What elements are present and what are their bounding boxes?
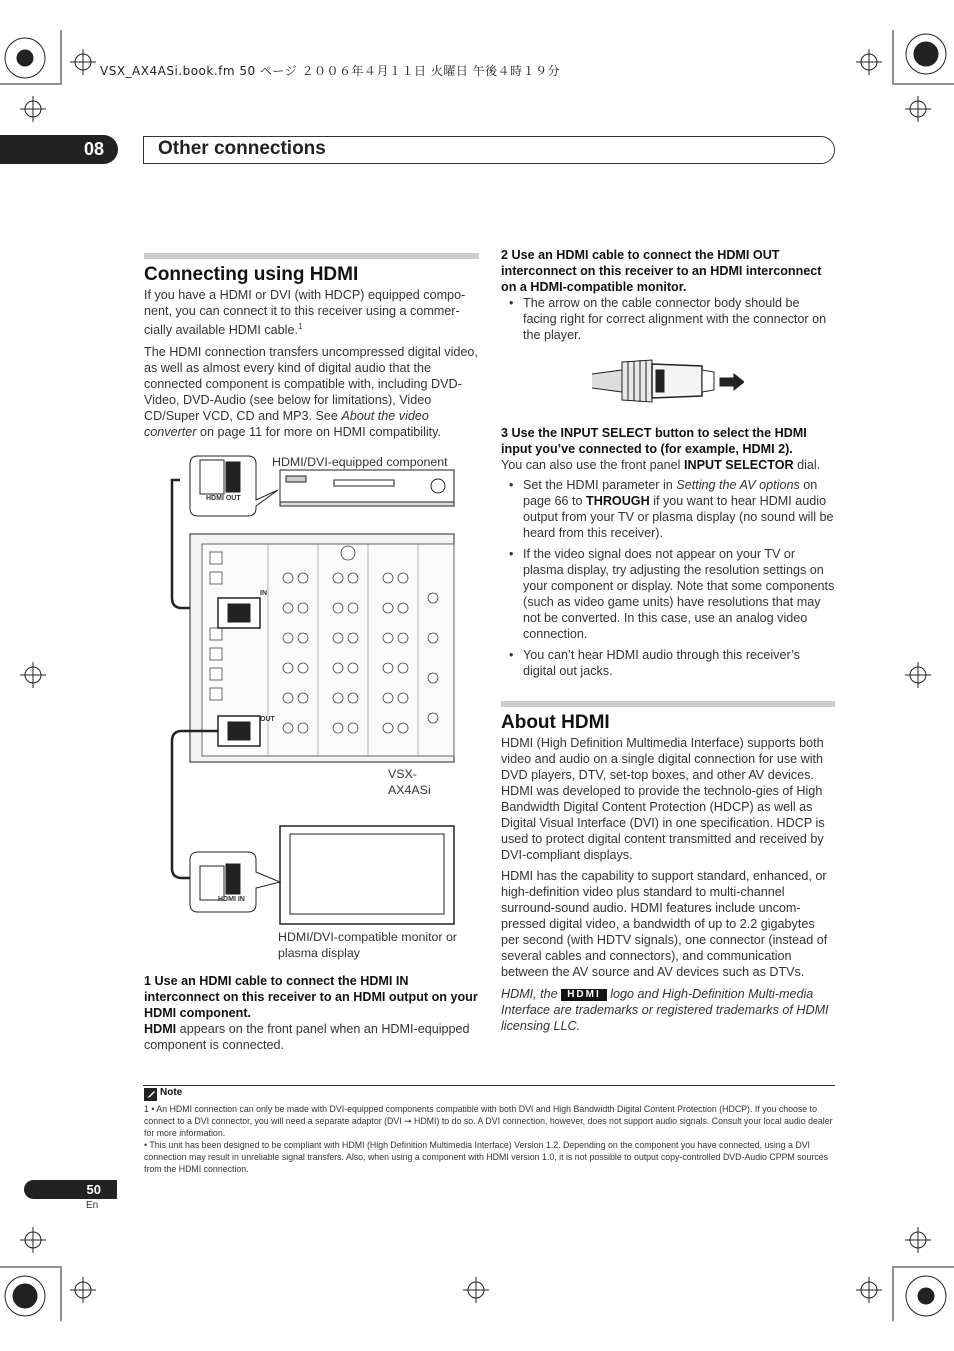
label-hdmi-component: HDMI/DVI-equipped component xyxy=(272,455,448,469)
footnote-ref: 1 xyxy=(298,322,303,331)
section-rule-about xyxy=(501,701,835,707)
language-code: En xyxy=(86,1200,99,1211)
section-heading-about-hdmi: About HDMI xyxy=(501,712,610,733)
step-3-text: You can also use the front panel INPUT SELECTOR dial. xyxy=(501,458,821,472)
intro-paragraph-1: If you have a HDMI or DVI (with HDCP) equipped compo-nent, you can connect it to this receiver using a commer-cially available HDMI cable.$^1$ xyxy=(144,288,466,338)
note-rule xyxy=(143,1085,835,1086)
step-1-text: HDMI appears on the front panel when an HDMI-equipped component is connected. xyxy=(144,1022,470,1052)
about-paragraph-1: HDMI (High Definition Multimedia Interface) supports both video and audio on a single digital connection for use with DVD players, DTV, set-top boxes, and other AV devices. HDMI was developed to provide the technolo-gies of High Bandwidth Digital Content Protection (HDCP) as well as Digital Visual Interface (DVI) in one specification. HDCP is used to protect digital content transmitted and received by DVI-compliant displays. xyxy=(501,736,825,862)
section-rule xyxy=(144,253,479,259)
chapter-number: 08 xyxy=(0,135,118,164)
chapter-title: Other connections xyxy=(158,138,326,159)
page-number: 50 xyxy=(24,1180,117,1199)
hdmi-connection-diagram xyxy=(168,448,458,968)
about-paragraph-2: HDMI has the capability to support standard, enhanced, or high-definition video plus standard to multi-channel surround-sound audio. HDMI features include uncom-pressed digital video, a bandwidth of up to 2.2 gigabytes per second (with HDTV signals), one connector (instead of several cables and connectors), and communication between the AV source and AV devices such as DTVs. xyxy=(501,869,828,979)
step-3-bullet-2: • If the video signal does not appear on your TV or plasma display, try adjusting the resolution settings on your component or display. Note that some components (such as video game units) have resolutions that may not be converted. In this case, use an analog video connection. xyxy=(509,547,835,641)
label-hdmi-monitor: HDMI/DVI-compatible monitor or plasma display xyxy=(278,930,458,960)
diagram-illustration xyxy=(168,448,458,968)
trademark-notice: HDMI, the HDMI logo and High-Definition Multi-media Interface are trademarks or registered trademarks of HDMI licensing LLC. xyxy=(501,987,829,1033)
label-port-out: OUT xyxy=(260,716,275,723)
label-plug-hdmi-out: HDMI OUT xyxy=(206,495,241,502)
step-1-title: 1 Use an HDMI cable to connect the HDMI IN interconnect on this receiver to an HDMI output on your HDMI component. xyxy=(144,974,478,1020)
hdmi-logo: HDMI xyxy=(561,989,607,1001)
label-plug-hdmi-in: HDMI IN xyxy=(218,896,245,903)
label-receiver-model: VSX-AX4ASi xyxy=(388,767,431,797)
note-line-2: • This unit has been designed to be compliant with HDMI (High Definition Multimedia Interface) Version 1.2. Depending on the component you have connected, using a DVI connection may result in unreliable signal transfers. Also, when using a component with HDMI version 1.0, it is not possible to output copy-controlled DVD-Audio CPPM sources from the HDMI connection. xyxy=(144,1140,829,1174)
label-port-in: IN xyxy=(260,590,267,597)
intro-paragraph-2: The HDMI connection transfers uncompressed digital video, as well as almost every kind of digital audio that the connected component is compatible with, including DVD-Video, DVD-Audio (see below for limitations), Video CD/Super VCD, CD and MP3. See About the video converter on page 11 for more on HDMI compatibility. xyxy=(144,345,478,439)
note-line-1: 1 • An HDMI connection can only be made with DVI-equipped components compatible with both DVI and High Bandwidth Digital Content Protection (HDCP). If you choose to connect to a DVI connector, you will need a separate adaptor (DVI ➞ HDMI) to do so. A DVI connection, however, does not support audio signals. Consult your local audio dealer for more information. xyxy=(144,1104,833,1138)
step-3-bullet-3: • You can’t hear HDMI audio through this receiver’s digital out jacks. xyxy=(509,648,800,678)
note-title: Note xyxy=(160,1087,183,1098)
step-3-title: 3 Use the INPUT SELECT button to select the HDMI input you’ve connected to (for example, HDMI 2). xyxy=(501,426,807,456)
hdmi-cable-illustration xyxy=(592,352,744,410)
step-2-bullet: • The arrow on the cable connector body should be facing right for correct alignment with the connector on the player. xyxy=(509,296,827,342)
file-header: VSX_AX4ASi.book.fm 50 ページ ２００６年４月１１日 火曜日 午後４時１９分 xyxy=(100,64,561,78)
step-3-bullet-1: • Set the HDMI parameter in Setting the AV options on page 66 to THROUGH if you want to hear HDMI audio output from your TV or plasma display (no sound will be heard from this receiver). xyxy=(509,478,834,540)
note-icon xyxy=(144,1088,157,1101)
step-2-title: 2 Use an HDMI cable to connect the HDMI OUT interconnect on this receiver to an HDMI interconnect on a HDMI-compatible monitor. xyxy=(501,248,822,294)
section-heading-connecting-hdmi: Connecting using HDMI xyxy=(144,264,359,285)
